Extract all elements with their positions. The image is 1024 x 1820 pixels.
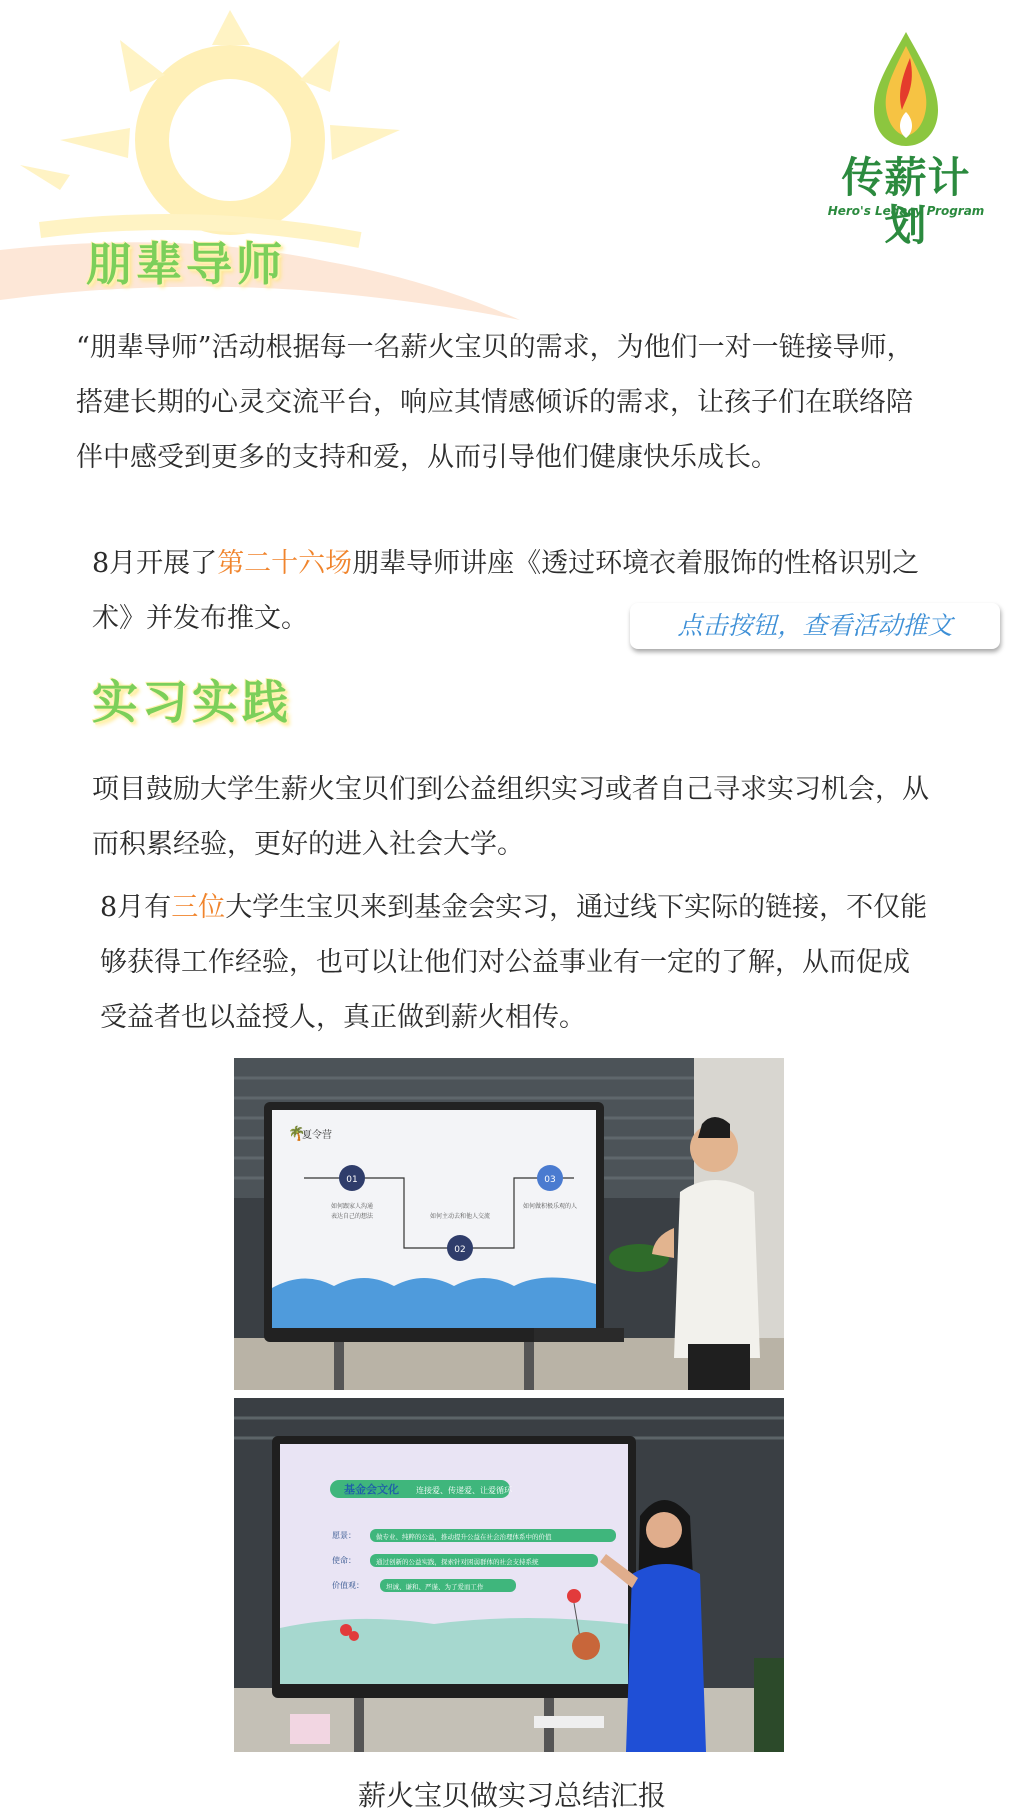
- slide-tagline: 连接爱、传递爱、让爱循环: [416, 1486, 512, 1495]
- mentor-intro-paragraph: “朋辈导师”活动根据每一名薪火宝贝的需求，为他们一对一链接导师，搭建长期的心灵交流平台，响应其情感倾诉的需求，让孩子们在联络陪伴中感受到更多的支持和爱，从而引导他们健康快乐成长。: [76, 332, 914, 473]
- logo-subtitle: Hero's Legacy Program: [827, 204, 985, 218]
- internship-detail-text: 8月有: [100, 892, 172, 923]
- section-heading-mentor: 朋辈导师: [86, 237, 286, 291]
- palm-icon: 🌴: [288, 1126, 306, 1142]
- logo-title: 传薪计划: [841, 153, 971, 250]
- step-1: 01: [346, 1175, 358, 1185]
- logo: [826, 28, 986, 250]
- mentor-event-highlight: 第二十六场: [217, 548, 353, 579]
- mentor-event-text-rest: 朋辈导师讲座《透过环境衣着服饰的性格识别之术》并发布推文。: [92, 548, 920, 634]
- step-2: 02: [454, 1245, 466, 1255]
- step-3: 03: [544, 1175, 556, 1185]
- photo-summer-camp-presentation: [234, 1058, 784, 1390]
- values-text: 坦诚、谦和、严谨、为了爱而工作: [386, 1583, 484, 1591]
- vision-label: 愿景：: [332, 1531, 356, 1540]
- photo-foundation-culture-presentation: [234, 1398, 784, 1752]
- flame-icon: [826, 28, 986, 158]
- step-3-text: 如何做积极乐观的人: [522, 1203, 578, 1210]
- values-label: 价值观：: [332, 1581, 364, 1590]
- slide-title: 夏令营: [302, 1130, 332, 1141]
- slide-title: 基金会文化: [344, 1483, 399, 1496]
- mission-label: 使命：: [332, 1556, 356, 1565]
- step-2-text: 如何主动去和他人交流: [429, 1213, 491, 1220]
- internship-detail-paragraph: [100, 880, 936, 1045]
- internship-detail-highlight: 三位: [171, 892, 226, 923]
- internship-detail-text-rest: 大学生宝贝来到基金会实习，通过线下实际的链接，不仅能够获得工作经验，也可以让他们对公益事业有一定的了解，从而促成受益者也以益授人，真正做到薪火相传。: [100, 892, 928, 1033]
- step-1-text-a: 如何跟家人沟通: [330, 1203, 374, 1210]
- internship-intro-paragraph: 项目鼓励大学生薪火宝贝们到公益组织实习或者自己寻求实习机会，从而积累经验，更好的进入社会大学。: [92, 774, 929, 860]
- step-1-text-b: 表达自己的想法: [330, 1213, 374, 1220]
- section-heading-internship: 实习实践: [92, 675, 292, 729]
- mentor-event-text: 8月开展了: [92, 548, 218, 579]
- mission-text: 通过创新的公益实践，探索针对困弱群体的社会支持系统: [376, 1558, 539, 1566]
- view-article-button[interactable]: 点击按钮，查看活动推文: [630, 603, 1000, 649]
- photo-caption: 薪火宝贝做实习总结汇报: [357, 1779, 666, 1812]
- vision-text: 做专业、纯粹的公益，推动提升公益在社会治理体系中的价值: [376, 1533, 552, 1541]
